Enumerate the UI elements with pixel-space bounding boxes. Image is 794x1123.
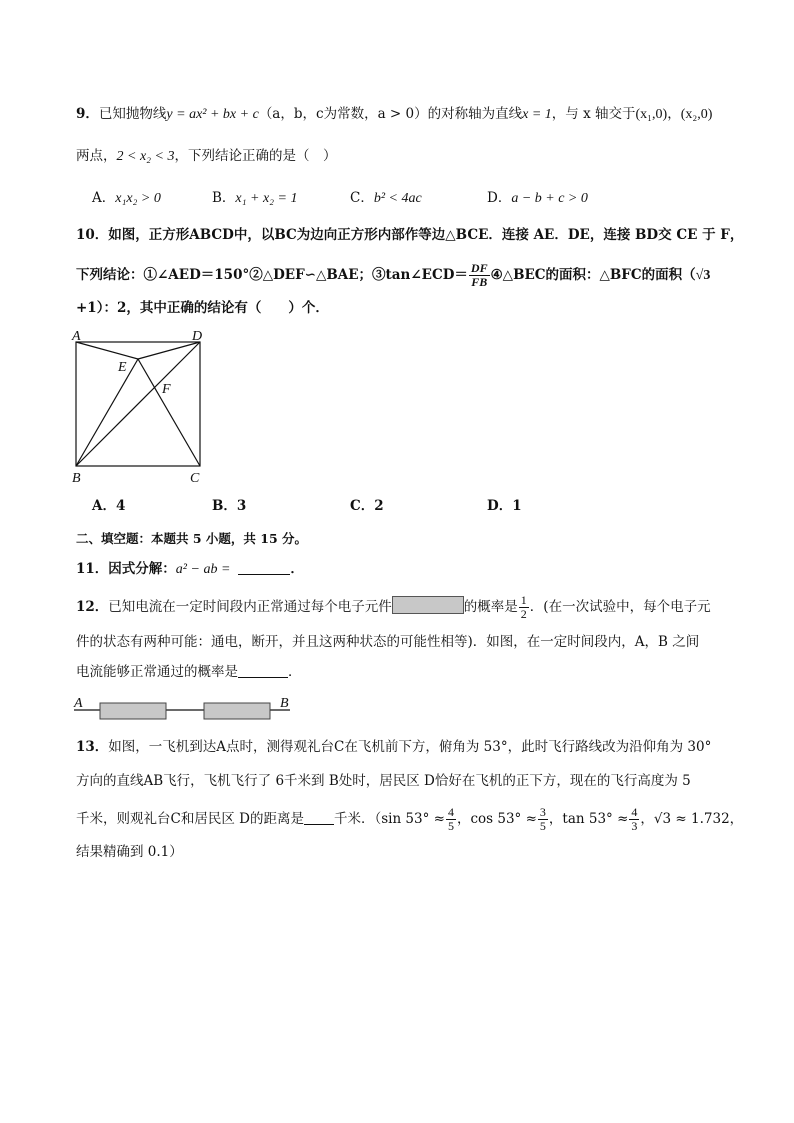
q10-fraction	[469, 262, 490, 289]
q10-number: 10．	[76, 227, 109, 243]
q9-text2: （a，b，c为常数，a > 0）的对称轴为直线	[258, 106, 523, 122]
segment-ce	[138, 359, 200, 466]
q12-line1b: 的概率是	[463, 599, 518, 615]
q13-sin-num: 4	[447, 805, 454, 819]
circuit-label-b: B	[280, 696, 289, 711]
q12-line1a: 已知电流在一定时间段内正常通过每个电子元件	[108, 599, 392, 615]
electronic-component-box	[392, 596, 464, 614]
q10-line2b: ④△BEC的面积：△BFC的面积（	[490, 267, 696, 283]
label-b: B	[72, 471, 81, 486]
label-c: C	[190, 471, 200, 486]
q9-point2: (x₂,0)	[680, 107, 713, 122]
circuit-component-1	[100, 703, 166, 719]
q13-line1	[76, 737, 711, 757]
q13-cos-fraction	[538, 806, 548, 833]
circuit-label-a: A	[74, 696, 83, 711]
q10-option-a-label: A．	[92, 498, 116, 514]
q9-text3: ，与 x 轴交于	[551, 106, 636, 122]
q10-sqrt: √3	[695, 268, 711, 283]
segment-ae	[76, 342, 138, 359]
label-f: F	[162, 382, 171, 397]
q10-line1-text: 如图，正方形ABCD中，以BC为边向正方形内部作等边△BCE．连接 AE．DE，连接 BD交 CE 于 F，	[108, 227, 744, 243]
q9-option-c[interactable]	[350, 188, 422, 209]
q10-line2	[76, 262, 710, 289]
q10-option-b-label: B．	[212, 498, 237, 514]
q13-sin-fraction	[446, 806, 456, 833]
q10-option-b-expr: 3	[236, 498, 247, 514]
q13-cos-text: ，cos 53° ≈	[456, 811, 537, 827]
q11-end: ．	[290, 561, 304, 577]
q10-option-a-expr: 4	[115, 498, 126, 514]
q9-line2	[76, 146, 336, 167]
q10-option-a[interactable]	[92, 496, 125, 516]
circuit-component-2	[204, 703, 270, 719]
q13-tan-den: 3	[631, 819, 638, 833]
q12-fraction	[519, 594, 529, 621]
label-d: D	[192, 329, 203, 344]
q13-number: 13．	[76, 739, 109, 755]
q9-option-d[interactable]	[487, 188, 588, 209]
segment-bd	[76, 342, 200, 466]
q11-line	[76, 559, 304, 580]
q12-answer-blank[interactable]	[238, 663, 288, 678]
q9-option-b-label: B．	[212, 190, 236, 206]
q10-square-figure	[66, 326, 216, 488]
q9-line2a: 两点，	[76, 148, 117, 164]
q9-option-c-expr: b² < 4ac	[373, 191, 422, 206]
q9-option-d-expr: a − b + c > 0	[511, 191, 588, 206]
q11-text: 因式分解：	[108, 561, 176, 577]
q12-line1c: ．(在一次试验中，每个电子元	[529, 599, 711, 615]
q10-option-d-label: D．	[487, 498, 513, 514]
q13-tan-num: 4	[631, 805, 638, 819]
q10-option-d-expr: 1	[512, 498, 522, 514]
q9-option-d-label: D．	[487, 190, 512, 206]
q10-option-c-expr: 2	[374, 498, 384, 514]
q9-line1	[76, 104, 712, 125]
q12-line3a: 电流能够正常通过的概率是	[76, 664, 238, 680]
q13-line3b: 千米．（sin 53° ≈	[333, 811, 445, 827]
q10-line3	[76, 298, 329, 318]
q9-number: 9．	[76, 106, 99, 122]
q10-line3-text: +1）：2，其中正确的结论有（ ）个．	[76, 300, 329, 316]
q11-expr: a² − ab =	[175, 562, 231, 577]
section-heading: 二、填空题：本题共 5 小题，共 15 分。	[76, 531, 308, 546]
q12-frac-num: 1	[520, 593, 527, 607]
q13-cos-den: 5	[539, 819, 546, 833]
q9-line2b: ，下列结论正确的是（ ）	[174, 148, 337, 164]
label-a: A	[72, 329, 81, 344]
q12-line2-text: 件的状态有两种可能：通电，断开，并且这两种状态的可能性相等)．如图，在一定时间段内，A，B 之间	[76, 634, 700, 650]
q12-line1	[76, 594, 711, 621]
q9-option-b[interactable]	[212, 188, 297, 209]
q9-function: y = ax² + bx + c	[166, 107, 259, 122]
q13-tan-text: ，tan 53° ≈	[548, 811, 629, 827]
q12-line2	[76, 632, 699, 652]
q12-frac-den: 2	[520, 607, 527, 621]
q13-tan-fraction	[629, 806, 639, 833]
q11-number: 11．	[76, 561, 109, 577]
q12-number: 12．	[76, 599, 109, 615]
q13-line3	[76, 806, 743, 833]
label-e: E	[118, 360, 127, 375]
q13-sin-den: 5	[447, 819, 454, 833]
q13-line2	[76, 771, 691, 791]
q12-line3b: ．	[288, 664, 302, 680]
q10-line2a: 下列结论：①∠AED＝150°②△DEF∽△BAE；③tan∠ECD＝	[76, 267, 468, 283]
q13-answer-blank[interactable]	[304, 810, 334, 825]
q10-frac-den: FB	[471, 275, 488, 289]
q9-point1: (x₁,0)	[635, 107, 668, 122]
q10-option-c-label: C．	[350, 498, 375, 514]
q9-axis: x = 1	[522, 107, 552, 122]
q9-condition: 2 < x₂ < 3	[116, 149, 175, 164]
q13-line1-text: 如图，一飞机到达A点时，测得观礼台C在飞机前下方，俯角为 53°，此时飞行路线改为沿仰角为 30°	[108, 739, 712, 755]
q10-line1	[76, 225, 743, 245]
q9-option-a[interactable]	[92, 188, 161, 209]
q10-option-d[interactable]	[487, 496, 522, 516]
q12-circuit-figure	[70, 694, 300, 726]
q13-line4	[76, 842, 183, 862]
q13-line4-text: 结果精确到 0.1）	[76, 844, 183, 860]
q11-answer-blank[interactable]	[238, 560, 290, 575]
q9-option-a-expr: x₁x₂ > 0	[115, 191, 161, 206]
q9-sep: ，	[667, 106, 681, 122]
q13-line2-text: 方向的直线AB飞行，飞机飞行了 6千米到 B处时，居民区 D恰好在飞机的正下方，现在的飞行高度为 5	[76, 773, 691, 789]
q9-option-c-label: C．	[350, 190, 374, 206]
q13-sqrt-text: ，√3 ≈ 1.732，	[640, 811, 744, 827]
q9-option-b-expr: x₁ + x₂ = 1	[235, 191, 298, 206]
q13-line3a: 千米，则观礼台C和居民区 D的距离是	[76, 811, 304, 827]
q9-text1: 已知抛物线	[98, 106, 167, 122]
q13-cos-num: 3	[539, 805, 546, 819]
q12-line3	[76, 662, 302, 682]
q10-frac-num: DF	[470, 261, 488, 275]
q9-option-a-label: A．	[92, 190, 116, 206]
q10-option-b[interactable]	[212, 496, 246, 516]
q10-option-c[interactable]	[350, 496, 384, 516]
